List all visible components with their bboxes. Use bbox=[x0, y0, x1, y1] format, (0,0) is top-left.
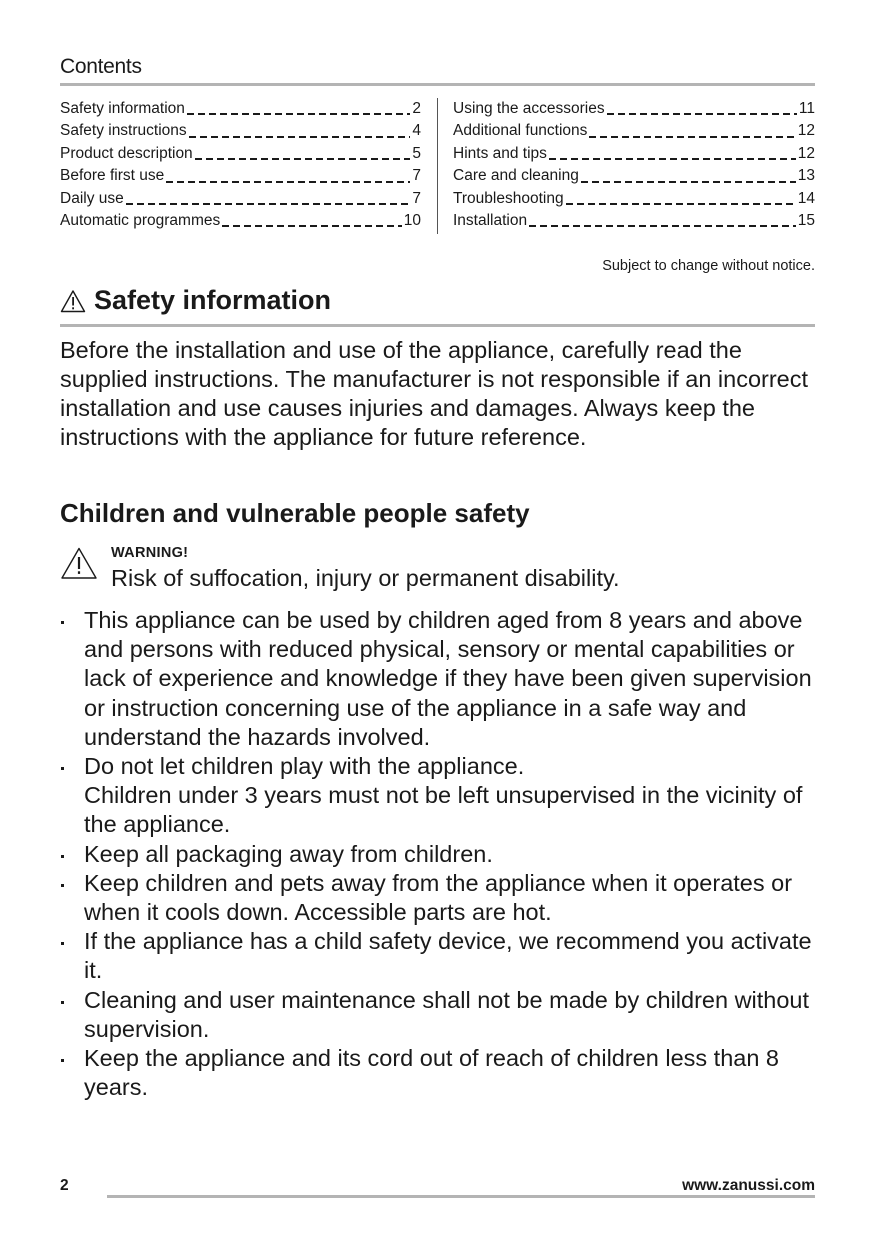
toc-entry[interactable] bbox=[60, 120, 421, 142]
toc-leader bbox=[166, 181, 410, 183]
toc-left-column bbox=[60, 98, 421, 232]
toc-entry-page: 14 bbox=[797, 189, 815, 207]
warning-icon bbox=[60, 546, 98, 580]
toc-entry-label: Safety instructions bbox=[60, 122, 187, 140]
toc-entry[interactable] bbox=[453, 143, 815, 165]
toc-entry-page: 12 bbox=[797, 144, 815, 162]
footer-divider bbox=[107, 1195, 815, 1198]
warning-triangle-icon bbox=[60, 289, 86, 313]
toc-leader bbox=[222, 225, 402, 227]
toc-column-divider bbox=[437, 98, 438, 234]
toc-entry-label: Installation bbox=[453, 211, 528, 229]
toc-entry-label: Using the accessories bbox=[453, 100, 605, 117]
toc-entry-label: Before first use bbox=[60, 167, 165, 185]
toc-leader bbox=[607, 113, 797, 115]
list-item-text: Do not let children play with the appliance. bbox=[84, 753, 525, 780]
toc-leader bbox=[581, 181, 796, 183]
toc-entry-label: Safety information bbox=[60, 100, 185, 117]
toc-entry-page: 13 bbox=[797, 167, 815, 185]
toc-leader bbox=[195, 158, 411, 160]
list-item: Keep all packaging away from children. bbox=[60, 840, 820, 869]
change-notice: Subject to change without notice. bbox=[602, 258, 815, 274]
toc-entry-page: 10 bbox=[403, 211, 421, 229]
toc-leader bbox=[529, 225, 796, 227]
toc-entry[interactable] bbox=[453, 120, 815, 142]
toc-entry[interactable] bbox=[60, 98, 421, 120]
contents-title: Contents bbox=[60, 55, 142, 78]
toc-entry-label: Care and cleaning bbox=[453, 167, 579, 185]
toc-leader bbox=[549, 158, 796, 160]
safety-section-heading bbox=[60, 285, 331, 316]
toc-entry-label: Product description bbox=[60, 144, 193, 162]
list-item: Keep the appliance and its cord out of reach of children less than 8 years. bbox=[60, 1044, 820, 1102]
children-safety-heading: Children and vulnerable people safety bbox=[60, 498, 530, 528]
toc-leader bbox=[589, 136, 795, 138]
toc-entry-page: 7 bbox=[412, 167, 421, 185]
list-item: Keep children and pets away from the appliance when it operates or when it cools down. Accessible parts are hot. bbox=[60, 869, 820, 927]
warning-label: WARNING! bbox=[111, 545, 189, 561]
toc-entry[interactable] bbox=[453, 188, 815, 210]
toc-entry-page: 2 bbox=[412, 100, 421, 117]
list-item: Cleaning and user maintenance shall not be made by children without supervision. bbox=[60, 986, 820, 1044]
toc-entry[interactable] bbox=[60, 165, 421, 187]
toc-right-column bbox=[453, 98, 815, 232]
toc-entry-label: Troubleshooting bbox=[453, 189, 564, 207]
toc-entry-page: 7 bbox=[412, 189, 421, 207]
toc-leader bbox=[126, 203, 411, 205]
toc-entry[interactable] bbox=[60, 210, 421, 232]
toc-entry-label: Daily use bbox=[60, 189, 124, 207]
toc-leader bbox=[189, 136, 411, 138]
list-item-continuation: Children under 3 years must not be left unsupervised in the vicinity of the appliance. bbox=[84, 782, 803, 838]
safety-intro-paragraph: Before the installation and use of the appliance, carefully read the supplied instructions. The manufacturer is not responsible if an incorrect installation and use causes injuries and damages. Always keep the instructions with the appliance for future reference. bbox=[60, 337, 809, 450]
toc-entry-page: 5 bbox=[412, 144, 421, 162]
footer-website-link[interactable]: www.zanussi.com bbox=[676, 1177, 815, 1195]
list-item bbox=[60, 752, 820, 840]
toc-entry[interactable] bbox=[453, 210, 815, 232]
toc-entry-label: Additional functions bbox=[453, 122, 588, 140]
children-safety-list bbox=[60, 606, 820, 1102]
toc-entry[interactable] bbox=[453, 165, 815, 187]
list-item: If the appliance has a child safety device, we recommend you activate it. bbox=[60, 927, 820, 985]
safety-section-title: Safety information bbox=[94, 285, 332, 315]
toc-entry-page: 15 bbox=[797, 211, 815, 229]
section-divider bbox=[60, 324, 815, 327]
toc-entry[interactable] bbox=[453, 98, 815, 120]
page-number: 2 bbox=[60, 1177, 69, 1194]
toc-entry[interactable] bbox=[60, 143, 421, 165]
contents-divider bbox=[60, 83, 815, 86]
toc-entry-page: 4 bbox=[412, 122, 421, 140]
list-item: This appliance can be used by children aged from 8 years and above and persons with reduced physical, sensory or mental capabilities or lack of experience and knowledge if they have been given supervision or instruction concerning use of the appliance in a safe way and understand the hazards involved. bbox=[60, 606, 820, 752]
warning-text: Risk of suffocation, injury or permanent disability. bbox=[111, 565, 620, 591]
toc-entry[interactable] bbox=[60, 188, 421, 210]
toc-leader bbox=[187, 113, 410, 115]
toc-entry-label: Automatic programmes bbox=[60, 211, 221, 229]
toc-entry-page: 12 bbox=[797, 122, 815, 140]
toc-entry-page: 11 bbox=[798, 100, 815, 117]
toc-leader bbox=[566, 203, 796, 205]
toc-entry-label: Hints and tips bbox=[453, 144, 547, 162]
